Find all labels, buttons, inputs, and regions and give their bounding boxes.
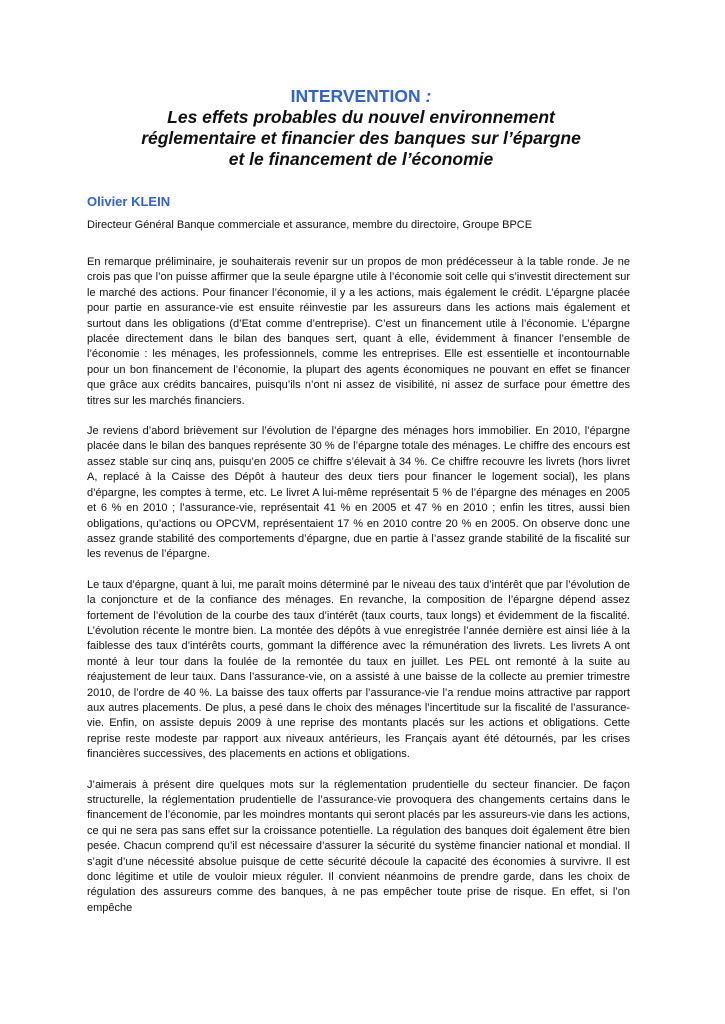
- paragraph-4: J’aimerais à présent dire quelques mots sur la réglementation prudentielle du secteur financier. De façon structurelle, la réglementation prudentielle de l’assurance-vie provoquera des changements certains dans le financement de l’économie, par les moindres montants qui seront placés par les assureurs-vie dans les actions, ce qui ne sera pas sans effet sur la croissance potentielle. La régulation des banques doit également être bien pesée. Chacun comprend qu’il est nécessaire d’assurer la sécurité du système financier national et mondial. Il s’agit d’une nécessité absolue puisque de cette sécurité découle la capacité des économies à survivre. Il est donc légitime et utile de vouloir mieux réguler. Il convient néanmoins de prendre garde, dans les choix de régulation des assureurs comme des banques, à ne pas empêcher toute prise de risque. En effet, si l’on empêche: [87, 778, 630, 914]
- document-body: [87, 255, 630, 931]
- title-line-1: Les effets probables du nouvel environnement: [167, 107, 555, 127]
- paragraph-2: Je reviens d’abord brièvement sur l’évolution de l’épargne des ménages hors immobilier. En 2010, l’épargne placée dans le bilan des banques représente 30 % de l’épargne totale des ménages. Le chiffre des encours est assez stable sur cinq ans, puisqu’en 2005 ce chiffre s’élevait à 34 %. Ce chiffre recouvre les livrets (hors livret A, replacé à la Caisse des Dépôt à hauteur des deux tiers pour financer le logement social), les plans d’épargne, les comptes à terme, etc. Le livret A lui-même représentait 5 % de l’épargne des ménages en 2005 et 6 % en 2010 ; l’assurance-vie, représentait 41 % en 2005 et 47 % en 2010 ; enfin les titres, aussi bien obligations, qu’actions ou OPCVM, représentaient 17 % en 2010 contre 20 % en 2005. On observe donc une assez grande stabilité des comportements d’épargne, due en partie à l’assez grande stabilité de la fiscalité sur les revenus de l’épargne.: [87, 425, 630, 561]
- author-name: Olivier KLEIN: [87, 194, 171, 209]
- title-keyword: INTERVENTION: [290, 86, 421, 106]
- title-line-2: réglementaire et financier des banques sur l’épargne: [141, 128, 581, 148]
- title-line-3: et le financement de l’économie: [228, 149, 494, 169]
- title-line-keyword: [88, 86, 634, 107]
- author-role: Directeur Général Banque commerciale et assurance, membre du directoire, Groupe BPCE: [87, 219, 533, 231]
- document-title: [88, 86, 634, 170]
- paragraph-3: Le taux d’épargne, quant à lui, me paraît moins déterminé par le niveau des taux d’intérêt que par l’évolution de la conjoncture et de la confiance des ménages. En revanche, la composition de l’épargne dépend assez fortement de l’évolution de la courbe des taux d’intérêt (taux courts, taux longs) et évidemment de la fiscalité. L’évolution récente le montre bien. La montée des dépôts à vue enregistrée l’année dernière est ainsi liée à la faiblesse des taux d’intérêts courts, gommant la différence avec la rémunération des livrets. Les livrets A ont monté à leur tour dans la foulée de la remontée du taux en juillet. Les PEL ont remonté à la suite au réajustement de leur taux. Dans l’assurance-vie, on a assisté à une baisse de la collecte au premier trimestre 2010, de l’ordre de 40 %. La baisse des taux offerts par l’assurance-vie l’a rendue moins attractive par rapport aux autres placements. De plus, a pesé dans le choix des ménages l’incertitude sur la fiscalité de l’assurance-vie. Enfin, on assiste depuis 2009 à une reprise des montants placés sur les actions et obligations. Cette reprise reste modeste par rapport aux niveaux antérieurs, les Français ayant été détournés, par les crises financières successives, des placements en actions et obligations.: [87, 578, 630, 761]
- title-colon: :: [420, 86, 432, 106]
- paragraph-1: En remarque préliminaire, je souhaiterais revenir sur un propos de mon prédécesseur à la table ronde. Je ne crois pas que l’on puisse affirmer que la seule épargne utile à l’économie soit celle qui s’investit directement sur le marché des actions. Pour financer l’économie, il y a les actions, mais également le crédit. L’épargne placée pour partie en assurance-vie est ensuite réinvestie par les assureurs dans les actions mais également et surtout dans les obligations (d’Etat comme d’entreprise). C’est un financement utile à l’économie. L’épargne placée directement dans le bilan des banques sert, quant à elle, évidemment à financer l’ensemble de l’économie : les ménages, les professionnels, comme les entreprises. Elle est essentielle et incontournable pour un bon financement de l’économie, la plupart des agents économiques ne pouvant en effet se financer que grâce aux crédits bancaires, puisqu’ils n’ont ni assez de visibilité, ni assez de surface pour émettre des titres sur les marchés financiers.: [87, 256, 630, 407]
